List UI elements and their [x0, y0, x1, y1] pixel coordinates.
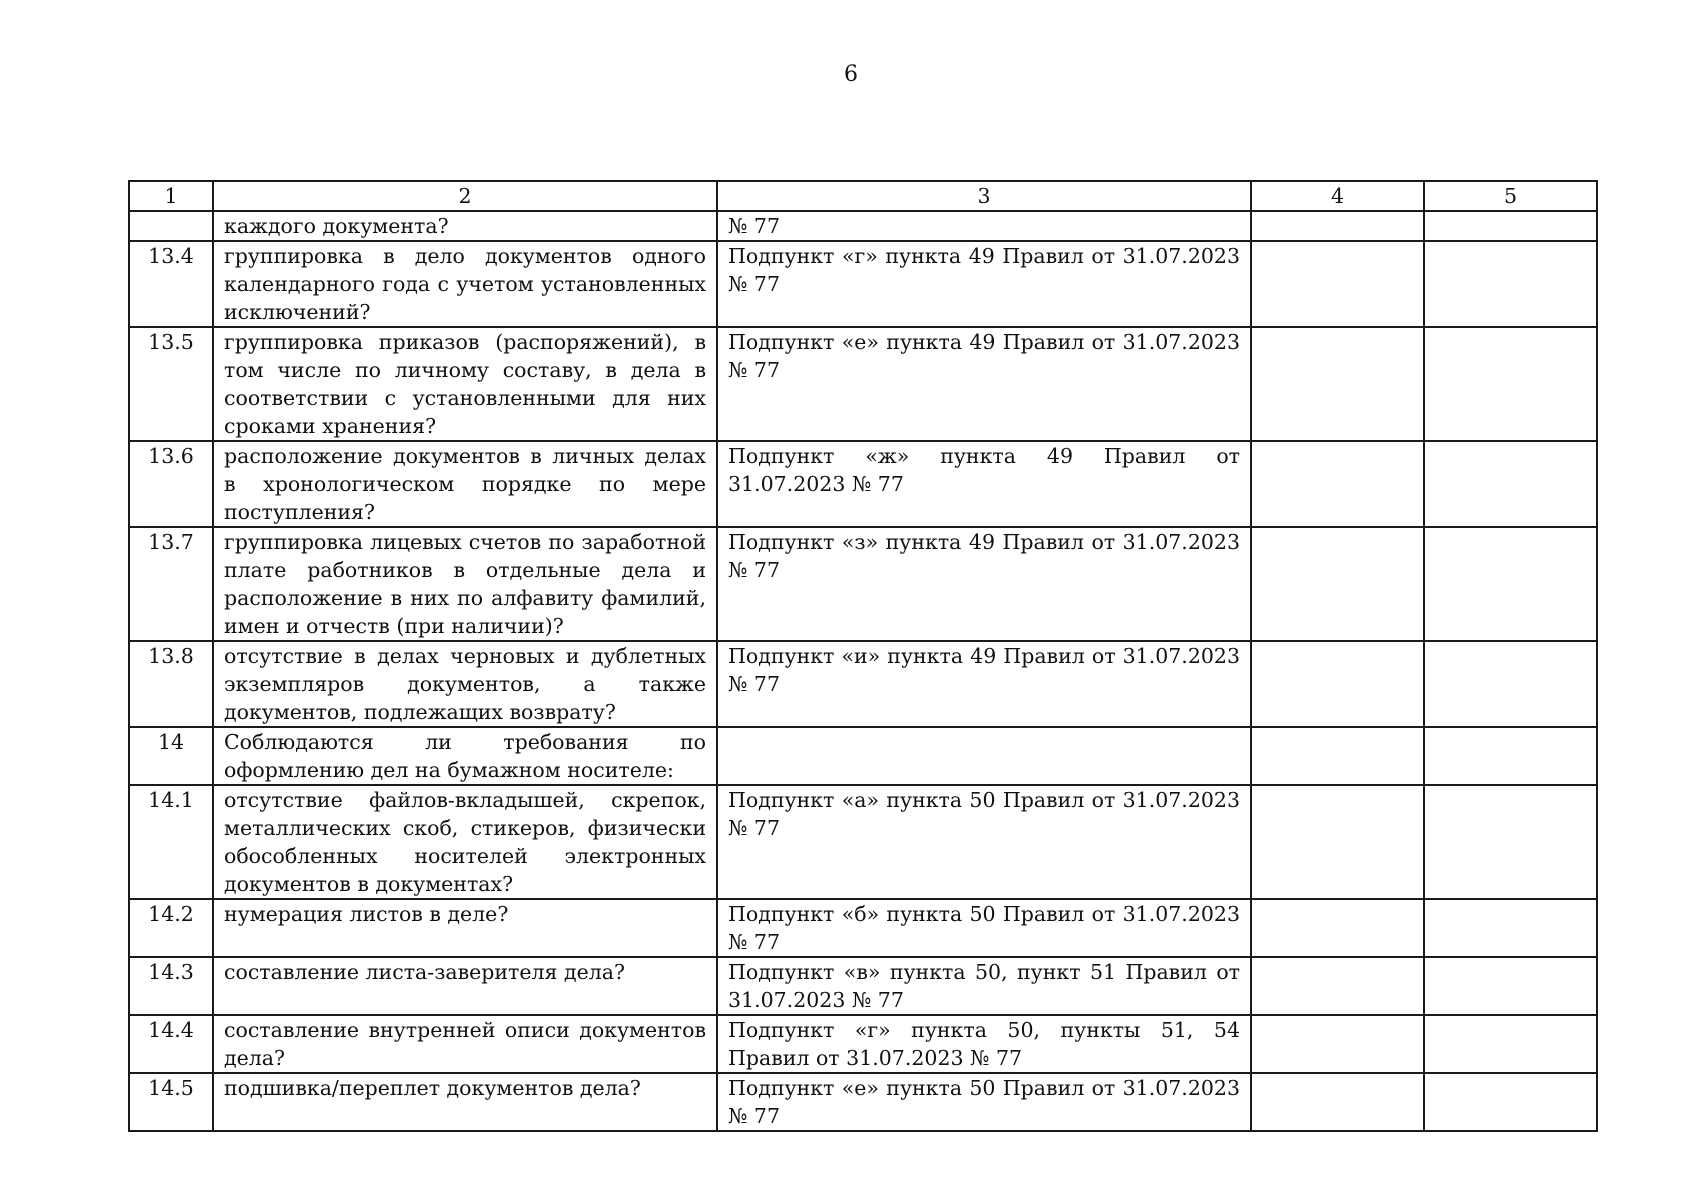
- table-row: [129, 211, 1597, 241]
- table-row: [129, 785, 1597, 899]
- item-number: 14.3: [129, 957, 213, 1015]
- result-cell-5: [1424, 527, 1597, 641]
- result-cell-4: [1251, 899, 1424, 957]
- item-reference: № 77: [717, 211, 1251, 241]
- result-cell-4: [1251, 957, 1424, 1015]
- header-cell: 4: [1251, 181, 1424, 211]
- table-row: [129, 727, 1597, 785]
- result-cell-5: [1424, 241, 1597, 327]
- item-number: 14: [129, 727, 213, 785]
- table-row: [129, 327, 1597, 441]
- result-cell-5: [1424, 1073, 1597, 1131]
- item-reference: Подпункт «в» пункта 50, пункт 51 Правил от 31.07.2023 № 77: [717, 957, 1251, 1015]
- result-cell-5: [1424, 211, 1597, 241]
- result-cell-4: [1251, 1073, 1424, 1131]
- item-question: нумерация листов в деле?: [213, 899, 717, 957]
- header-cell: 1: [129, 181, 213, 211]
- result-cell-5: [1424, 327, 1597, 441]
- result-cell-5: [1424, 1015, 1597, 1073]
- item-reference: Подпункт «ж» пункта 49 Правил от 31.07.2023 № 77: [717, 441, 1251, 527]
- table-row: [129, 441, 1597, 527]
- item-reference: [717, 727, 1251, 785]
- item-question: составление внутренней описи документов дела?: [213, 1015, 717, 1073]
- table-row: [129, 1073, 1597, 1131]
- result-cell-4: [1251, 241, 1424, 327]
- result-cell-5: [1424, 441, 1597, 527]
- header-cell: 5: [1424, 181, 1597, 211]
- item-reference: Подпункт «е» пункта 49 Правил от 31.07.2023 № 77: [717, 327, 1251, 441]
- result-cell-5: [1424, 727, 1597, 785]
- item-question: группировка приказов (распоряжений), в том числе по личному составу, в дела в соответствии с установленными для них сроками хранения?: [213, 327, 717, 441]
- item-number: 13.4: [129, 241, 213, 327]
- page-number: 6: [844, 62, 858, 87]
- table-row: [129, 899, 1597, 957]
- table-row: [129, 641, 1597, 727]
- item-reference: Подпункт «е» пункта 50 Правил от 31.07.2023 № 77: [717, 1073, 1251, 1131]
- result-cell-5: [1424, 957, 1597, 1015]
- result-cell-4: [1251, 441, 1424, 527]
- item-number: 13.8: [129, 641, 213, 727]
- item-question: составление листа-заверителя дела?: [213, 957, 717, 1015]
- result-cell-4: [1251, 211, 1424, 241]
- item-question: подшивка/переплет документов дела?: [213, 1073, 717, 1131]
- item-number: 13.7: [129, 527, 213, 641]
- result-cell-4: [1251, 527, 1424, 641]
- header-cell: 3: [717, 181, 1251, 211]
- item-number: [129, 211, 213, 241]
- item-question: каждого документа?: [213, 211, 717, 241]
- item-reference: Подпункт «г» пункта 49 Правил от 31.07.2023 № 77: [717, 241, 1251, 327]
- result-cell-5: [1424, 899, 1597, 957]
- result-cell-4: [1251, 785, 1424, 899]
- item-number: 14.1: [129, 785, 213, 899]
- item-question: расположение документов в личных делах в хронологическом порядке по мере поступления?: [213, 441, 717, 527]
- item-number: 14.5: [129, 1073, 213, 1131]
- header-cell: 2: [213, 181, 717, 211]
- result-cell-5: [1424, 641, 1597, 727]
- table-row: [129, 527, 1597, 641]
- item-number: 13.5: [129, 327, 213, 441]
- result-cell-4: [1251, 1015, 1424, 1073]
- item-number: 13.6: [129, 441, 213, 527]
- item-question: группировка лицевых счетов по заработной плате работников в отдельные дела и расположение в них по алфавиту фамилий, имен и отчеств (при наличии)?: [213, 527, 717, 641]
- item-number: 14.2: [129, 899, 213, 957]
- result-cell-4: [1251, 727, 1424, 785]
- item-reference: Подпункт «а» пункта 50 Правил от 31.07.2023 № 77: [717, 785, 1251, 899]
- table-header-row: [129, 181, 1597, 211]
- item-reference: Подпункт «з» пункта 49 Правил от 31.07.2023 № 77: [717, 527, 1251, 641]
- table-row: [129, 1015, 1597, 1073]
- item-reference: Подпункт «и» пункта 49 Правил от 31.07.2023 № 77: [717, 641, 1251, 727]
- item-reference: Подпункт «б» пункта 50 Правил от 31.07.2023 № 77: [717, 899, 1251, 957]
- item-question: группировка в дело документов одного календарного года с учетом установленных исключений?: [213, 241, 717, 327]
- item-question: отсутствие файлов-вкладышей, скрепок, металлических скоб, стикеров, физически обособленных носителей электронных документов в документах?: [213, 785, 717, 899]
- item-question: отсутствие в делах черновых и дублетных экземпляров документов, а также документов, подлежащих возврату?: [213, 641, 717, 727]
- result-cell-4: [1251, 641, 1424, 727]
- checklist-table: [128, 180, 1598, 1132]
- result-cell-4: [1251, 327, 1424, 441]
- item-number: 14.4: [129, 1015, 213, 1073]
- result-cell-5: [1424, 785, 1597, 899]
- item-question: Соблюдаются ли требования по оформлению дел на бумажном носителе:: [213, 727, 717, 785]
- table-row: [129, 241, 1597, 327]
- table-row: [129, 957, 1597, 1015]
- item-reference: Подпункт «г» пункта 50, пункты 51, 54 Правил от 31.07.2023 № 77: [717, 1015, 1251, 1073]
